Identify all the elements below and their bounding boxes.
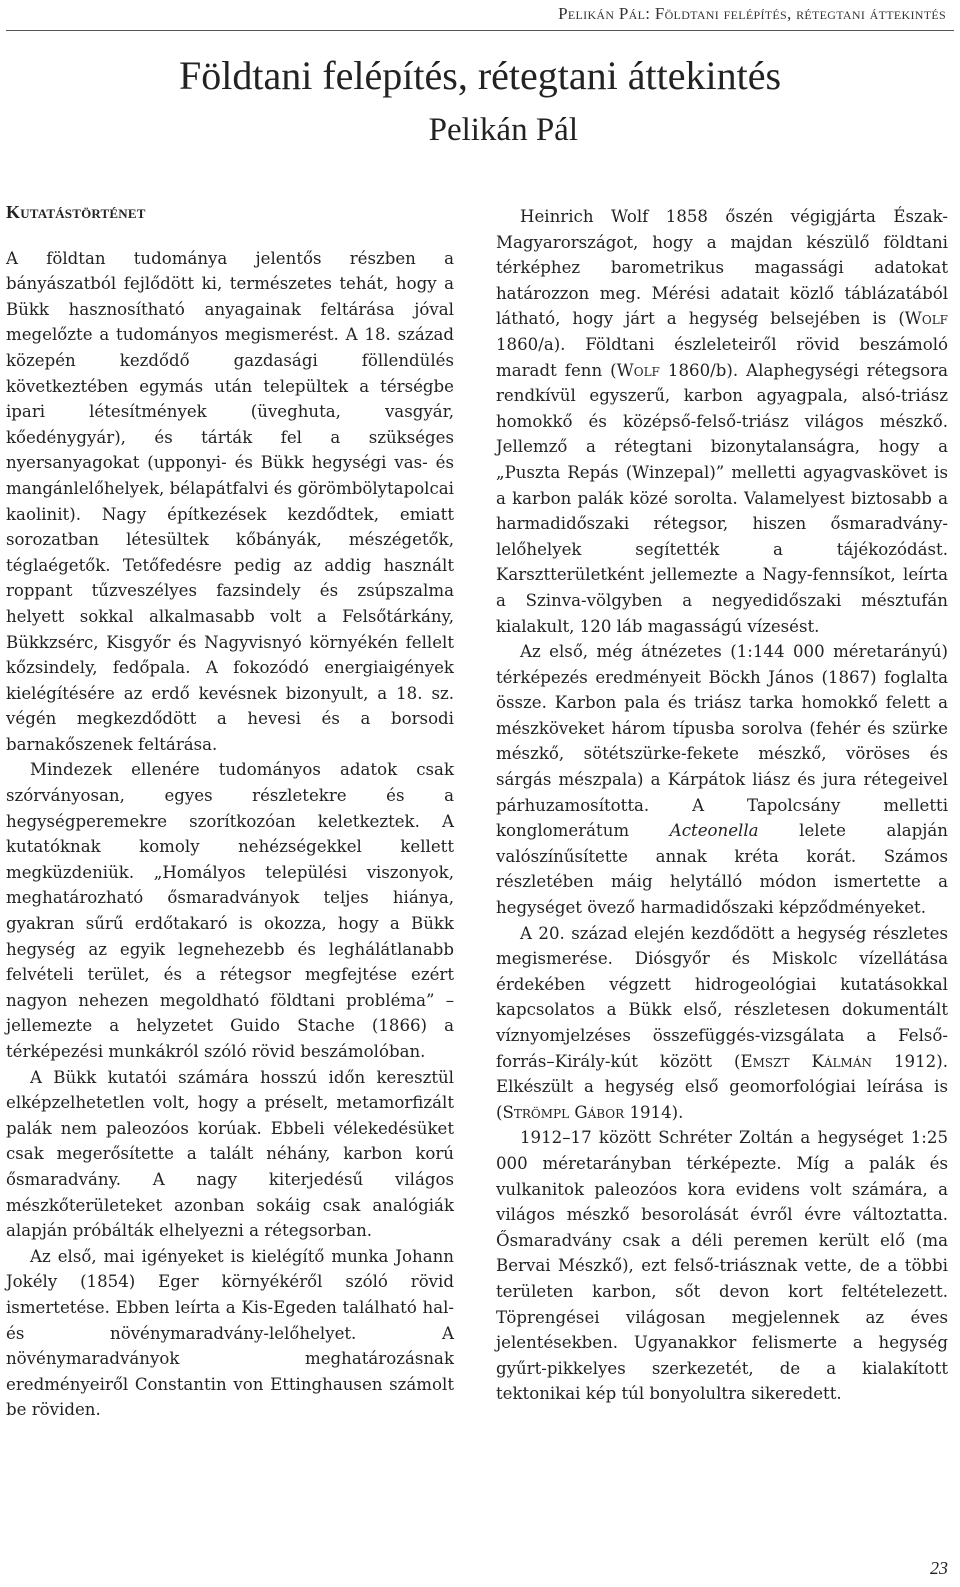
- text-run: 1914).: [624, 1102, 684, 1122]
- article-author: Pelikán Pál: [428, 112, 578, 148]
- paragraph: [496, 204, 948, 639]
- paragraph: [496, 921, 948, 1126]
- paragraph: Mindezek ellenére tudományos adatok csak szórványosan, egyes részletekre és a hegységperemekre szorítkozóan keletkeztek. A kutatóknak komoly nehézségekkel kellett megküzdeniük. „Homályos települési viszonyok, meghatározható ősmaradványok teljes hiánya, gyakran sűrű erdőtakaró is okozza, hogy a Bükk hegység az egyik legnehezebb és leghálátlanabb felvételi terület, és a rétegsor megfejtése ezért nagyon nehezen megoldható földtani probléma” – jellemezte a helyzetet Guido Stache (1866) a térképezési munkákról szóló rövid beszámolóban.: [6, 760, 454, 1061]
- paragraph: [496, 639, 948, 921]
- author-citation: Emszt Kálmán: [740, 1051, 872, 1071]
- page-number: 23: [930, 1558, 948, 1578]
- paragraph: 1912–17 között Schréter Zoltán a hegységet 1:25 000 méretarányban térképezte. Míg a palák és vulkanitok paleozóos kora evidens volt számára, a világos mészkő besorolását évről évre változtatta. Ősmaradvány csak a déli peremen került elő (ma Bervai Mészkő), ezt felső-triásznak vette, de a többi területen karbon, sőt devon kort feltételezett. Töprengései világosan megjelennek az éves jelentésekben. Ugyanakkor felismerte a hegység gyűrt-pikkelyes szerkezetét, de a kialakított tektonikai kép túl bonyolultra sikeredett.: [496, 1128, 948, 1404]
- text-run: Az első, még átnézetes (1:144 000 méretarányú) térképezés eredményeit Böckh János (1867) foglalta össze. Karbon pala és triász tarka homokkő felett a mészköveket három típusba sorolva (fehér és szürke mészkő, sötétszürke-fekete mészkő, vöröses és sárgás mészpala) a Kárpátok liász és jura rétegeivel párhuzamosította. A Tapolcsány melletti konglomerátum: [496, 642, 948, 841]
- right-column: [496, 204, 948, 1407]
- paragraph: Az első, mai igényeket is kielégítő munka Johann Jokély (1854) Eger környékéről szóló rövid ismertetése. Ebben leírta a Kis-Egeden található hal- és növénymaradvány-lelőhelyet. A növénymaradványok meghatározásnak eredményeiről Constantin von Ettinghausen számolt be röviden.: [6, 1246, 454, 1420]
- article-title: Földtani felépítés, rétegtani áttekintés: [178, 53, 782, 98]
- left-column: [6, 200, 454, 1423]
- text-run: A 20. század elején kezdődött a hegység részletes megismerése. Diósgyőr és Miskolc vízellátása érdekében végzett hidrogeológiai kutatásokkal kapcsolatos a Bükk első, részletesen dokumentált víznyomjelzéses összefüggés-vizsgálata a Felső-forrás–Király-kút között (: [496, 923, 948, 1071]
- section-heading: Kutatástörténet: [6, 202, 146, 222]
- text-run: 1912). Elkészült a hegység első geomorfológiai leírása is (: [496, 1051, 948, 1122]
- author-citation: Strömpl Gábor: [502, 1102, 625, 1122]
- author-citation: Wolf: [904, 309, 948, 329]
- text-run: 1860/a). Földtani észleleteiről rövid beszámoló maradt fenn (: [496, 334, 948, 380]
- text-run: Heinrich Wolf 1858 őszén végigjárta Észak-Magyarországot, hogy a majdan készülő földtani térképhez barometrikus magassági adatokat határozzon meg. Mérési adatait közlő táblázatából látható, hogy járt a hegység belsejében is (: [496, 207, 948, 329]
- taxon-name: Acteonella: [669, 821, 759, 841]
- running-head: Pelikán Pál: Földtani felépítés, rétegtani áttekintés: [558, 4, 946, 23]
- paragraph: A Bükk kutatói számára hosszú időn keresztül elképzelhetetlen volt, hogy a préselt, metamorfizált palák nem paleozóos korúak. Ebbeli vélekedésüket csak megerősítette a talált néhány, karbon korú ősmaradvány. A nagy kiterjedésű világos mészkőterületeket azonban sokáig csak analógiák alapján próbálták elhelyezni a rétegsorban.: [6, 1067, 454, 1241]
- text-run: lelete alapján valószínűsítette annak kréta korát. Számos részletében máig helytálló módon ismertette a hegységet övező harmadidőszaki képződményeket.: [496, 821, 948, 918]
- author-citation: Wolf: [616, 360, 660, 380]
- paragraph: A földtan tudománya jelentős részben a bányászatból fejlődött ki, természetes tehát, hogy a Bükk hasznosítható anyagainak feltárása jóval megelőzte a tudományos megismerést. A 18. század közepén kezdődő gazdasági föllendülés következtében egymás után települtek a térségbe ipari létesítmények (üveghuta, vasgyár, kőedénygyár), és tárták fel a szükséges nyersanyagokat (upponyi- és Bükk hegységi vas- és mangánlelőhelyek, bélapátfalvi és görömbölytapolcai kaolinit). Nagy építkezések kezdődtek, emiatt sorozatban létesültek kőbányák, mészégetők, téglaégetők. Tetőfedésre pedig az addig használt roppant tűzveszélyes fazsindely és zsúpszalma helyett sokkal alkalmasabb volt a Felsőtárkány, Bükkzsérc, Kisgyőr és Nagyvisnyó környékén fellelt kőzsindely, fedőpala. A fokozódó energiaigények kielégítésére az erdő kevésnek bizonyult, a 18. sz. végén megkezdődött a hevesi és a borsodi barnakőszenek feltárása.: [6, 248, 454, 754]
- text-run: 1860/b). Alaphegységi rétegsora rendkívül egyszerű, karbon agyagpala, alsó-triász homokkő és középső-felső-triász világos mészkő. Jellemző a rétegtani bizonytalanságra, hogy a „Puszta Repás (Winzepal)” melletti agyagvaskövet is a karbon palák közé sorolta. Valamelyest biztosabb a harmadidőszaki rétegsor, hiszen ősmaradvány-lelőhelyek segítették a tájékozódást. Karsztterületként jellemezte a Nagy-fennsíkot, leírta a Szinva-völgyben a negyedidőszaki mésztufán kialakult, 120 láb magasságú vízesést.: [496, 360, 948, 636]
- header-rule: [6, 30, 954, 31]
